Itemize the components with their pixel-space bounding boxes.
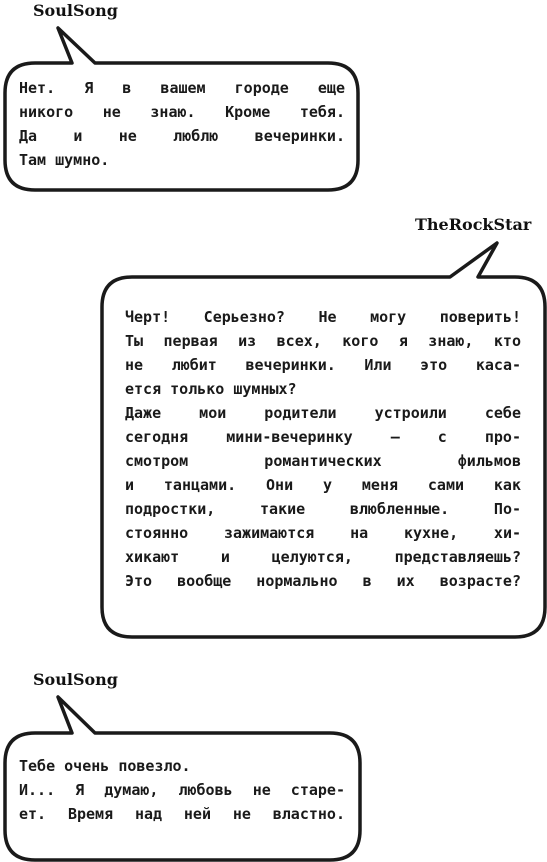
message-line: ет. Время над ней не властно. [19, 805, 345, 823]
message-line: Тебе очень повезло. [19, 757, 191, 775]
message-line: подростки, такие влюбленные. По- [125, 500, 521, 518]
message-text-3 [19, 754, 345, 826]
message-line: Ты первая из всех, кого я знаю, кто [125, 332, 521, 350]
message-text-1 [19, 76, 345, 172]
message-line: смотром романтических фильмов [125, 452, 521, 470]
username-therockstar: TheRockStar [415, 215, 532, 234]
username-soulsong: SoulSong [33, 670, 118, 689]
message-line: и танцами. Они у меня сами как [125, 476, 521, 494]
message-line: Там шумно. [19, 151, 110, 169]
message-line: Черт! Серьезно? Не могу поверить! [125, 308, 521, 326]
message-line: Даже мои родители устроили себе [125, 404, 521, 422]
message-line: Это вообще нормально в их возрасте? [125, 572, 521, 590]
message-line: стоянно зажимаются на кухне, хи- [125, 524, 521, 542]
message-line: никого не знаю. Кроме тебя. [19, 103, 345, 121]
username-soulsong: SoulSong [33, 1, 118, 20]
message-line: сегодня мини-вечеринку — с про- [125, 428, 521, 446]
message-line: ется только шумных? [125, 380, 297, 398]
message-text-2 [125, 305, 521, 593]
message-line: Нет. Я в вашем городе еще [19, 79, 345, 97]
message-line: не любит вечеринки. Или это каса- [125, 356, 521, 374]
message-line: Да и не люблю вечеринки. [19, 127, 345, 145]
message-line: хикают и целуются, представляешь? [125, 548, 521, 566]
message-line: И... Я думаю, любовь не старе- [19, 781, 345, 799]
